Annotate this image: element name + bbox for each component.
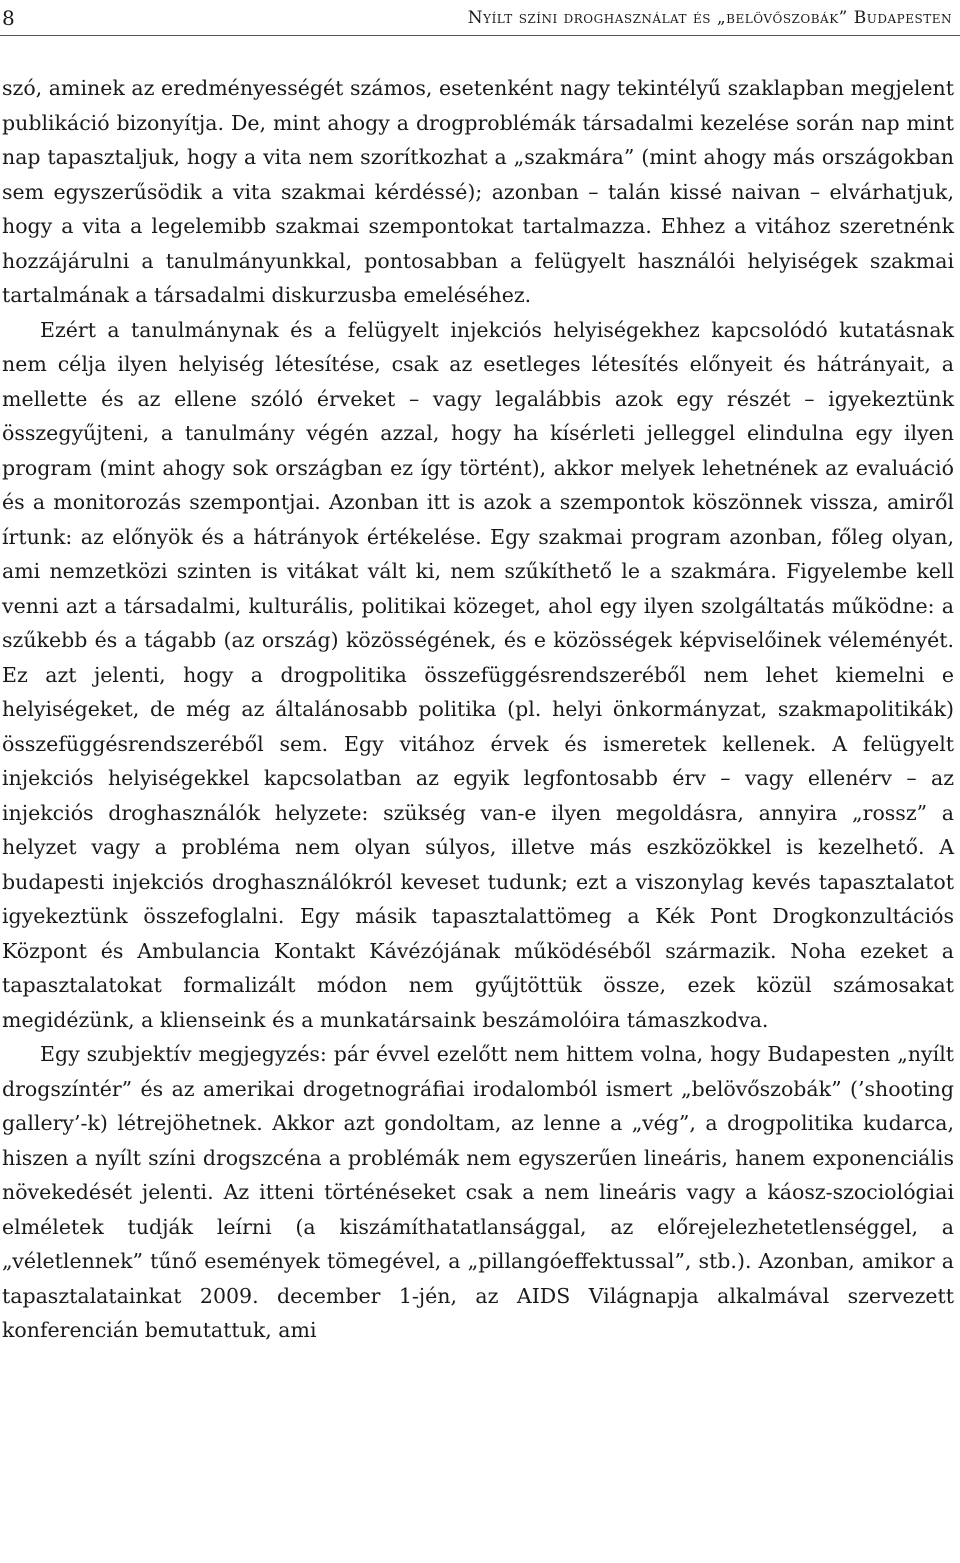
paragraph-1: szó, aminek az eredményességét számos, esetenként nagy tekintélyű szaklapban megjelent publikáció bizonyítja. De, mint ahogy a drogproblémák társadalmi kezelése során nap mint nap tapasztaljuk, hogy a vita nem szorítkozhat a „szakmára” (mint ahogy más országokban sem egyszerűsödik a vita szakmai kérdéssé); azonban – talán kissé naivan – elvárhatjuk, hogy a vita a legelemibb szakmai szempontokat tartalmazza. Ehhez a vitához szeretnénk hozzájárulni a tanulmányunkkal, pontosabban a felügyelt használói helyiségek szakmai tartalmának a társadalmi diskurzusba emeléséhez. bbox=[2, 76, 954, 307]
body-text bbox=[2, 71, 954, 1348]
page-header bbox=[0, 0, 960, 36]
page-number: 8 bbox=[2, 6, 15, 30]
paragraph-2: Ezért a tanulmánynak és a felügyelt injekciós helyiségekhez kapcsolódó kutatásnak nem célja ilyen helyiség létesítése, csak az esetleges létesítés előnyeit és hátrányait, a mellette és az ellene szóló érveket – vagy legalábbis azok egy részét – igyekeztünk összegyűjteni, a tanulmány végén azzal, hogy ha kísérleti jelleggel elindulna egy ilyen program (mint ahogy sok országban ez így történt), akkor melyek lehetnének az evaluáció és a monitorozás szempontjai. Azonban itt is azok a szempontok köszönnek vissza, amiről írtunk: az előnyök és a hátrányok értékelése. Egy szakmai program azonban, főleg olyan, ami nemzetközi szinten is vitákat vált ki, nem szűkíthető le a szakmára. Figyelembe kell venni azt a társadalmi, kulturális, politikai közeget, ahol egy ilyen szolgáltatás működne: a szűkebb és a tágabb (az ország) közösségének, és e közösségek képviselőinek véleményét. Ez azt jelenti, hogy a drogpolitika összefüggésrendszeréből nem lehet kiemelni e helyiségeket, de még az általánosabb politika (pl. helyi önkormányzat, szakmapolitikák) összefüggésrendszeréből sem. Egy vitához érvek és ismeretek kellenek. A felügyelt injekciós helyiségekkel kapcsolatban az egyik legfontosabb érv – vagy ellenérv – az injekciós droghasználók helyzete: szükség van-e ilyen megoldásra, annyira „rossz” a helyzet vagy a probléma nem olyan súlyos, illetve más eszközökkel is kezelhető. A budapesti injekciós droghasználókról keveset tudunk; ezt a viszonylag kevés tapasztalatot igyekeztünk összefoglalni. Egy másik tapasztalattömeg a Kék Pont Drogkonzultációs Központ és Ambulancia Kontakt Kávézójának működéséből származik. Noha ezeket a tapasztalatokat formalizált módon nem gyűjtöttük össze, ezek közül számosakat megidézünk, a klienseink és a munkatársaink beszámolóira támaszkodva. bbox=[2, 317, 954, 1032]
paragraph-3: Egy szubjektív megjegyzés: pár évvel ezelőtt nem hittem volna, hogy Budapesten „nyílt drogszíntér” és az amerikai drogetnográfiai irodalomból ismert „belövőszobák” (’shooting gallery’-k) létrejöhetnek. Akkor azt gondoltam, az lenne a „vég”, a drogpolitika kudarca, hiszen a nyílt színi drogszcéna a problémák nem egyszerűen lineáris, hanem exponenciális növekedését jelenti. Az itteni történéseket csak a nem lineáris vagy a káosz-szociológiai elméletek tudják leírni (a kiszámíthatatlansággal, az előrejelezhetetlenséggel, a „véletlennek” tűnő események tömegével, a „pillangóeffektussal”, stb.). Azonban, amikor a tapasztalatainkat 2009. december 1-jén, az AIDS Világnapja alkalmával szervezett konferencián bemutattuk, ami bbox=[2, 1042, 954, 1342]
running-title: Nyílt színi droghasználat és „belövőszobák” Budapesten bbox=[467, 8, 952, 28]
